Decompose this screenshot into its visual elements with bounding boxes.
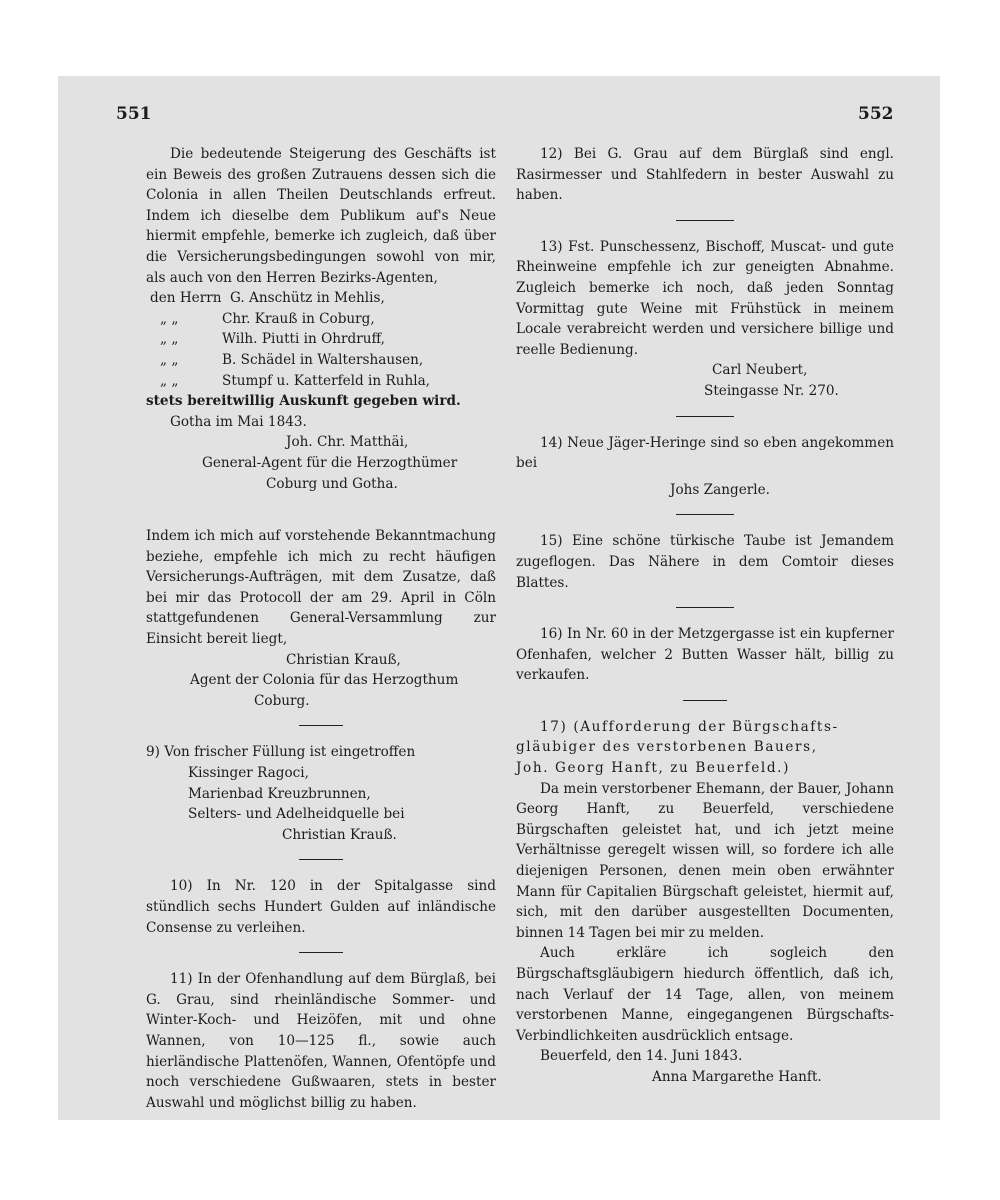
entry-9-item: Selters- und Adelheidquelle bei — [188, 806, 405, 823]
right-column — [516, 144, 894, 1088]
entry-16: 16) In Nr. 60 in der Metzgergasse ist ein kupferner Ofenhafen, welcher 2 Butten Wasser hält, billig zu verkaufen. — [516, 626, 894, 684]
entry-17 — [516, 717, 894, 1088]
agent-list-item — [150, 288, 496, 309]
colonia-notice-closing: stets bereitwillig Auskunft gegeben wird. — [146, 393, 461, 410]
colonia-notice-signature-title: General-Agent für die Herzogthümer — [202, 454, 458, 471]
separator-rule — [683, 700, 727, 701]
entry-12: 12) Bei G. Grau auf dem Bürglaß sind engl. Rasirmesser und Stahlfedern in bester Auswahl zu haben. — [516, 146, 894, 204]
agent-list-item — [150, 329, 496, 350]
entry-9-item: Marienbad Kreuzbrunnen, — [188, 785, 371, 802]
entry-17-heading: Joh. Georg Hanft, zu Beuerfeld.) — [516, 760, 791, 777]
entry-13: 13) Fst. Punschessenz, Bischoff, Muscat- und gute Rheinweine empfehle ich zur geneigten Abnahme. Zugleich bemerke ich noch, daß jeden Sonntag Vormittag gute Weine mit Frühstück in meinem Locale verabreicht werden und versichere billige und reelle Bedienung. — [516, 238, 894, 358]
agent-name: Wilh. Piutti in Ohrdruff, — [222, 331, 385, 348]
entry-17-signature: Anna Margarethe Hanft. — [652, 1068, 822, 1085]
agent-list-item — [150, 371, 496, 392]
entry-14: 14) Neue Jäger-Heringe sind so eben angekommen bei — [516, 434, 894, 472]
entry-17-place-date: Beuerfeld, den 14. Juni 1843. — [540, 1048, 743, 1065]
agent-list-item — [150, 350, 496, 371]
krauss-notice-signature-title: Agent der Colonia für das Herzogthum — [190, 672, 459, 689]
agent-prefix: „ „ — [160, 372, 179, 389]
colonia-notice-signature-title: Coburg und Gotha. — [266, 475, 398, 492]
entry-17-paragraph: Auch erkläre ich sogleich den Bürgschaftsgläubigern hiedurch öffentlich, daß ich, nach Verlauf der 14 Tage, allen, von meinem verstorbenen Manne, eingegangenen Bürgschafts-Verbindlichkeiten ausdrücklich entsage. — [516, 945, 894, 1044]
left-column — [146, 144, 496, 1113]
colonia-notice-place-date: Gotha im Mai 1843. — [170, 413, 307, 430]
agent-prefix: den Herrn — [150, 290, 222, 307]
colonia-notice-signature: Joh. Chr. Matthäi, — [286, 434, 409, 451]
colonia-notice-text: Die bedeutende Steigerung des Geschäfts ist ein Beweis des großen Zutrauens dessen sich die Colonia in allen Theilen Deutschlands erfreut. Indem ich dieselbe dem Publikum auf's Neue hiermit empfehle, bemerke ich zugleich, daß über die Versicherungsbedingungen sowohl von mir, als auch von den Herren Bezirks-Agenten, — [146, 146, 496, 286]
agent-list-item — [150, 309, 496, 330]
separator-rule — [676, 607, 734, 608]
entry-11: 11) In der Ofenhandlung auf dem Bürglaß, bei G. Grau, sind rheinländische Sommer- und Winter-Koch- und Heizöfen, mit und ohne Wannen, von 10—125 fl., sowie auch hierländische Plattenöfen, Wannen, Ofentöpfe und noch verschiedene Gußwaaren, stets in bester Auswahl und möglichst billig zu haben. — [146, 971, 496, 1111]
krauss-notice-signature: Christian Krauß, — [286, 651, 401, 668]
separator-rule — [299, 725, 343, 726]
entry-13-signature: Carl Neubert, — [712, 362, 808, 379]
entry-17-heading: 17) (Aufforderung der Bürgschafts- — [540, 718, 839, 735]
agent-name: Chr. Krauß in Coburg, — [222, 310, 375, 327]
agent-name: B. Schädel in Waltershausen, — [222, 351, 424, 368]
separator-rule — [676, 220, 734, 221]
krauss-notice-text: Indem ich mich auf vorstehende Bekanntmachung beziehe, empfehle ich mich zu recht häufigen Versicherungs-Aufträgen, mit dem Zusatze, daß bei mir das Protocoll der am 29. April in Cöln stattgefundenen General-Versammlung zur Einsicht bereit liegt, — [146, 528, 496, 648]
separator-rule — [299, 952, 343, 953]
separator-rule — [676, 514, 734, 515]
agent-prefix: „ „ — [160, 331, 179, 348]
entry-13-address: Steingasse Nr. 270. — [704, 382, 839, 399]
entry-9 — [146, 742, 496, 845]
entry-9-line: 9) Von frischer Füllung ist eingetroffen — [146, 744, 416, 761]
entry-17-heading: gläubiger des verstorbenen Bauers, — [516, 739, 818, 756]
separator-rule — [676, 416, 734, 417]
entry-9-item: Christian Krauß. — [282, 826, 397, 843]
agent-prefix: „ „ — [160, 351, 179, 368]
agent-name: Stumpf u. Katterfeld in Ruhla, — [222, 372, 430, 389]
agent-prefix: „ „ — [160, 310, 179, 327]
agent-list — [150, 288, 496, 391]
agent-name: G. Anschütz in Mehlis, — [230, 290, 385, 307]
page-number-left: 551 — [116, 104, 152, 124]
separator-rule — [299, 859, 343, 860]
entry-10: 10) In Nr. 120 in der Spitalgasse sind stündlich sechs Hundert Gulden auf inländische Consense zu verleihen. — [146, 878, 496, 936]
entry-14-signature: Johs Zangerle. — [670, 481, 770, 498]
page-number-right: 552 — [858, 104, 894, 124]
entry-9-item: Kissinger Ragoci, — [188, 765, 309, 782]
entry-15: 15) Eine schöne türkische Taube ist Jemandem zugeflogen. Das Nähere in dem Comtoir dieses Blattes. — [516, 533, 894, 591]
entry-17-paragraph: Da mein verstorbener Ehemann, der Bauer, Johann Georg Hanft, zu Beuerfeld, verschiedene Bürgschaften geleistet hat, und ich jetzt meine Verhältnisse geregelt wissen will, so fordere ich alle diejenigen Personen, denen mein oben erwähnter Mann für Capitalien Bürgschaft geleistet, hiermit auf, sich, mit den darüber ausgestellten Documenten, binnen 14 Tagen bei mir zu melden. — [516, 780, 894, 941]
krauss-notice-signature-title: Coburg. — [254, 692, 310, 709]
